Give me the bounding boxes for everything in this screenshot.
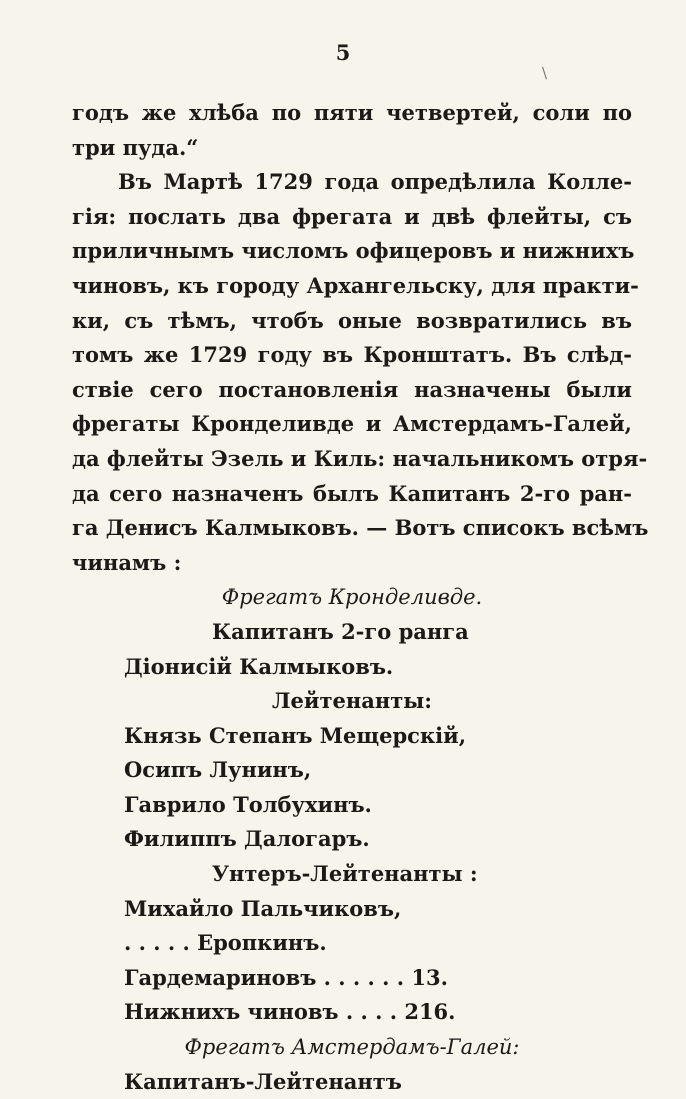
text-line: да сего назначенъ былъ Капитанъ 2-го ран- <box>72 480 632 506</box>
crew-roster <box>72 580 632 1099</box>
text-line: ки, съ тѣмъ, чтобъ оные возвратились въ <box>72 307 632 333</box>
text-line: томъ же 1729 году въ Кронштатъ. Въ слѣд- <box>72 342 632 368</box>
lieutenants-heading: Лейтенанты: <box>271 688 433 714</box>
captain-rank: Капитанъ 2-го ранга <box>212 618 469 644</box>
lieutenant-name: Осипъ Лунинъ, <box>124 757 312 783</box>
text-line: ствіе сего постановленія назначены были <box>72 376 632 402</box>
lower-ranks-count: Нижнихъ чиновъ . . . . 216. <box>124 999 456 1025</box>
ship-title: Фрегатъ Кронделивде. <box>221 585 483 610</box>
midshipmen-count: Гардемариновъ . . . . . . 13. <box>124 964 448 990</box>
stray-mark: \ <box>542 64 548 82</box>
text-line: годъ же хлѣба по пяти четвертей, соли по <box>72 100 632 125</box>
ship-title: Фрегатъ Амстердамъ-Галей: <box>184 1035 520 1060</box>
sublieutenant-name: Михайло Пальчиковъ, <box>124 895 402 921</box>
text-line: гія: послать два фрегата и двѣ флейты, съ <box>72 203 632 229</box>
page-body <box>72 96 649 1099</box>
sublieutenant-name: . . . . . Еропкинъ. <box>124 930 327 956</box>
text-line: три пуда.“ <box>72 134 199 160</box>
lieutenant-name: Князь Степанъ Мещерскій, <box>124 722 466 748</box>
captain-lieutenant-rank: Капитанъ-Лейтенантъ <box>124 1068 402 1094</box>
text-line: чиновъ, къ городу Архангельску, для практи- <box>72 272 639 298</box>
text-line: га Денисъ Калмыковъ. — Вотъ списокъ всѣмъ <box>72 515 649 541</box>
lieutenant-name: Гаврило Толбухинъ. <box>124 791 372 817</box>
text-line: да флейты Эзель и Киль: начальникомъ отря- <box>72 445 648 471</box>
text-line: чинамъ : <box>72 549 182 575</box>
page-number: 5 <box>335 40 351 65</box>
captain-name: Діонисій Калмыковъ. <box>124 653 394 679</box>
text-line: фрегаты Кронделивде и Амстердамъ-Галей, <box>72 411 632 437</box>
lieutenant-name: Филиппъ Далогаръ. <box>124 826 370 852</box>
sublieutenants-heading: Унтеръ-Лейтенанты : <box>212 861 478 887</box>
text-line: приличнымъ числомъ офицеровъ и нижнихъ <box>72 238 635 264</box>
text-line: Въ Мартѣ 1729 года опредѣлила Колле- <box>118 169 632 195</box>
